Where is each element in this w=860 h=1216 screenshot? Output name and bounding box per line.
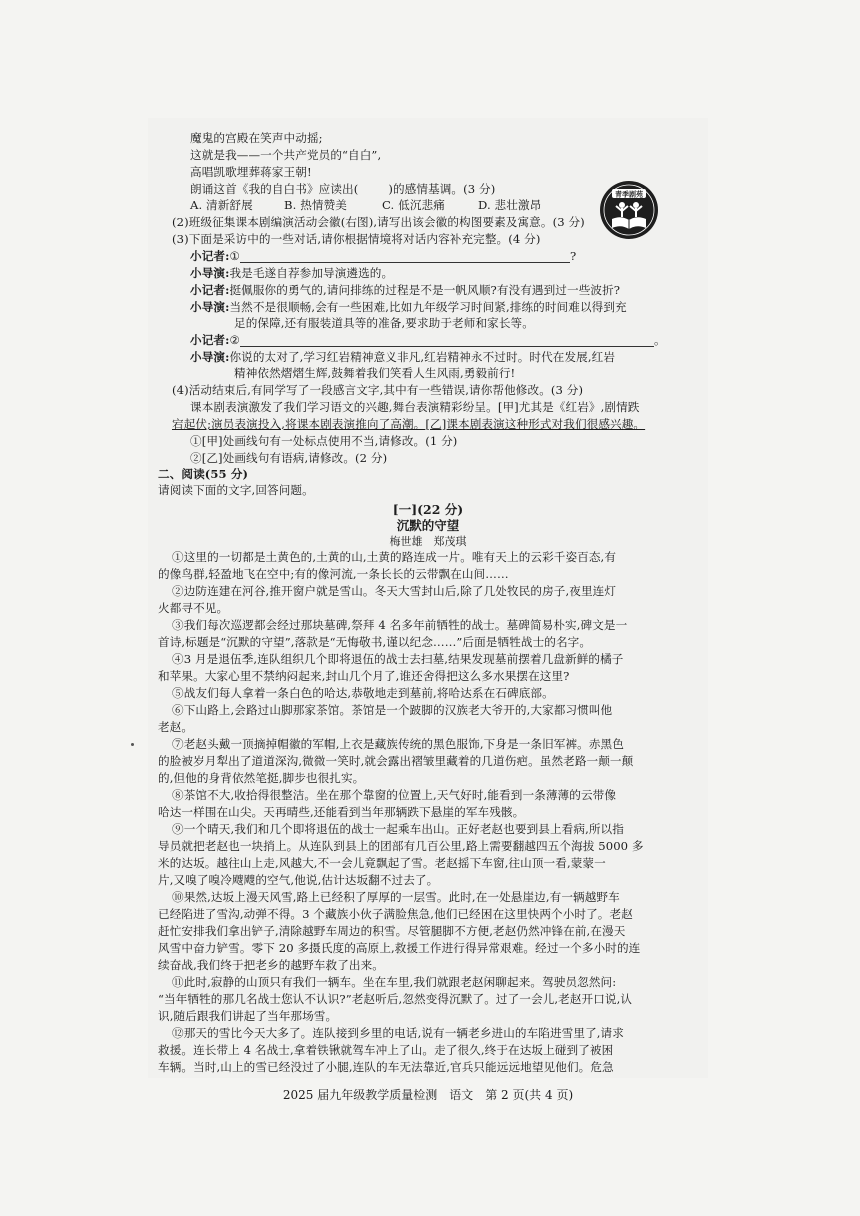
question-1-stem-post: )的感情基调。(3 分) bbox=[388, 182, 496, 196]
reporter-label: 小记者: bbox=[190, 283, 230, 297]
director-reply-2b: 足的保障,还有服装道具等的准备,要求助于老师和家长等。 bbox=[234, 316, 534, 330]
poem-line-2: 这就是我——一个共产党员的“自白”, bbox=[190, 148, 382, 162]
article-line: ④3 月是退伍季,连队组织几个即将退伍的战士去扫墓,结果发现墓前摆着几盘新鲜的橘子 bbox=[172, 652, 624, 666]
article-line: ⑩果然,达坂上漫天风雪,路上已经积了厚厚的一层雪。此时,在一处悬崖边,有一辆越野车 bbox=[172, 890, 620, 904]
option-a: A. 清新舒展 bbox=[190, 198, 253, 212]
article-line: 火都寻不见。 bbox=[158, 601, 229, 615]
question-1-stem bbox=[190, 182, 495, 196]
article-line: 片,又嗅了嗅冷飕飕的空气,他说,估计达坂翻不过去了。 bbox=[158, 873, 439, 887]
blank-end-2: 。 bbox=[653, 333, 666, 347]
drama-club-logo-icon bbox=[598, 179, 660, 241]
article-line: 首诗,标题是“沉默的守望”,落款是“无悔敬书,谨以纪念……”后面是牺牲战士的名字。 bbox=[158, 635, 592, 649]
article-line: 的,但他的身背依然笔挺,脚步也很扎实。 bbox=[158, 771, 365, 785]
dialogue-reporter-1 bbox=[190, 249, 576, 263]
article-line: 和苹果。大家心里不禁纳闷起来,封山几个月了,谁还舍得把这么多水果摆在这里? bbox=[158, 669, 570, 683]
director-label: 小导演: bbox=[190, 350, 230, 364]
article-line: 的像鸟群,轻盈地飞在空中;有的像河流,一条长长的云带飘在山间…… bbox=[158, 567, 509, 581]
passage-text-1: 课本剧表演激发了我们学习语文的兴趣,舞台表演精彩纷呈。[甲]尤其是《红岩》,剧情跌 bbox=[190, 400, 640, 414]
article-line: 车辆。当时,山上的雪已经没过了小腿,连队的车无法靠近,官兵只能远远地望见他们。危急 bbox=[158, 1060, 614, 1074]
option-d: D. 悲壮激昂 bbox=[478, 198, 542, 212]
article-line: 赶忙安排我们拿出铲子,清除越野车周边的积雪。尽管腿脚不方便,老赵仍然冲锋在前,在漫天 bbox=[158, 924, 626, 938]
article-authors: 梅世雄 郑茂琪 bbox=[389, 535, 467, 548]
answer-blank-2[interactable] bbox=[240, 334, 654, 347]
answer-blank-1[interactable] bbox=[240, 250, 570, 263]
option-c: C. 低沉悲痛 bbox=[382, 198, 445, 212]
director-reply-2a: 当然不是很顺畅,会有一些困难,比如九年级学习时间紧,排练的时间难以得到充 bbox=[229, 300, 627, 314]
article-line: ②边防连建在河谷,推开窗户就是雪山。冬天大雪封山后,除了几处牧民的房子,夜里连灯 bbox=[172, 584, 617, 598]
section-2-heading: 二、阅读(55 分) bbox=[158, 467, 249, 481]
article-line: 续奋战,我们终于把老乡的越野车救了出来。 bbox=[158, 958, 384, 972]
reporter-label: 小记者: bbox=[190, 249, 230, 263]
article-line: ⑦老赵头戴一顶摘掉帽徽的军帽,上衣是藏族传统的黑色服饰,下身是一条旧军裤。赤黑色 bbox=[172, 737, 624, 751]
sub-question-1: ①[甲]处画线句有一处标点使用不当,请修改。(1 分) bbox=[190, 434, 458, 448]
article-line: 识,随后跟我们讲起了当年那场雪。 bbox=[158, 1009, 338, 1023]
passage-line-1 bbox=[190, 400, 640, 414]
question-2: (2)班级征集课本剧编演活动会徽(右图),请写出该会徽的构图要素及寓意。(3 分) bbox=[172, 215, 585, 229]
dialogue-reporter-3 bbox=[190, 333, 666, 347]
article-line: “当年牺牲的那几名战士您认不认识?”老赵听后,忽然变得沉默了。过了一会儿,老赵开口说,认 bbox=[158, 992, 633, 1006]
director-label: 小导演: bbox=[190, 266, 230, 280]
passage-text-2b: [乙]课本剧表演这种形式对我们很感兴趣。 bbox=[425, 417, 646, 431]
reporter-question-2: 挺佩服你的勇气的,请问排练的过程是不是一帆风顺?有没有遇到过一些波折? bbox=[229, 283, 621, 297]
article-line: ⑥下山路上,会路过山脚那家茶馆。茶馆是一个跛脚的汉族老大爷开的,大家都习惯叫他 bbox=[172, 703, 613, 717]
article-line: 老赵。 bbox=[158, 720, 194, 734]
director-reply-3b: 精神依然熠熠生辉,鼓舞着我们笑看人生风雨,勇毅前行! bbox=[234, 366, 516, 380]
article-line: ①这里的一切都是土黄色的,土黄的山,土黄的路连成一片。唯有天上的云彩千姿百态,有 bbox=[172, 550, 617, 564]
article-line: 哈达一样围在山尖。天再晴些,还能看到当年那辆跌下悬崖的军车残骸。 bbox=[158, 805, 525, 819]
director-label: 小导演: bbox=[190, 300, 230, 314]
blank-marker-2: ② bbox=[229, 333, 240, 347]
dialogue-director-2 bbox=[190, 300, 627, 314]
option-b: B. 热情赞美 bbox=[284, 198, 347, 212]
article-line: 米的达坂。越往山上走,风越大,不一会儿竟飘起了雪。老赵摇下车窗,往山顶一看,蒙蒙一 bbox=[158, 856, 606, 870]
dialogue-director-1 bbox=[190, 266, 393, 280]
article-line: 风雪中奋力铲雪。零下 20 多摄氏度的高原上,救援工作进行得异常艰难。经过一个多小时的连 bbox=[158, 941, 641, 955]
passage-text-2a: 宕起伏;演员表演投入,将课本剧表演推向了高潮。 bbox=[172, 417, 426, 431]
article-line: ⑤战友们每人拿着一条白色的哈达,恭敬地走到墓前,将哈达系在石碑底部。 bbox=[172, 686, 554, 700]
article-line: ⑧茶馆不大,收拾得很整洁。坐在那个靠窗的位置上,天气好时,能看到一条薄薄的云带像 bbox=[172, 788, 617, 802]
article-line: ③我们每次巡逻都会经过那块墓碑,祭拜 4 名多年前牺牲的战士。墓碑简易朴实,碑文是一 bbox=[172, 618, 628, 632]
article-line: 的脸被岁月犁出了道道深沟,微微一笑时,就会露出褶皱里藏着的几道伤疤。虽然老路一颠一颠 bbox=[158, 754, 634, 768]
article-line: 导员就把老赵也一块捎上。从连队到县上的团部有几百公里,路上需要翻越四五个海拔 5000 多 bbox=[158, 839, 644, 853]
dialogue-reporter-2 bbox=[190, 283, 620, 297]
sub-question-2: ②[乙]处画线句有语病,请修改。(2 分) bbox=[190, 451, 388, 465]
article-line: ⑫那天的雪比今天大多了。连队接到乡里的电话,说有一辆老乡进山的车陷进雪里了,请求 bbox=[172, 1026, 624, 1040]
reporter-label: 小记者: bbox=[190, 333, 230, 347]
article-line: 救援。连长带上 4 名战士,拿着铁锹就驾车冲上了山。走了很久,终于在达坂上碰到了被困 bbox=[158, 1043, 614, 1057]
question-3: (3)下面是采访中的一些对话,请你根据情境将对话内容补充完整。(4 分) bbox=[172, 232, 541, 246]
passage-line-2 bbox=[172, 417, 645, 431]
director-reply-3a: 你说的太对了,学习红岩精神意义非凡,红岩精神永不过时。时代在发展,红岩 bbox=[229, 350, 616, 364]
article-line: ⑪此时,寂静的山顶只有我们一辆车。坐在车里,我们就跟老赵闲聊起来。驾驶员忽然问: bbox=[172, 975, 617, 989]
page-footer: 2025 届九年级教学质量检测 语文 第 2 页(共 4 页) bbox=[282, 1088, 574, 1102]
poem-line-1: 魔鬼的宫殿在笑声中动摇; bbox=[190, 131, 323, 145]
poem-line-3: 高唱凯歌埋葬蒋家王朝! bbox=[190, 165, 312, 179]
question-4: (4)活动结束后,有同学写了一段感言文字,其中有一些错误,请你帮他修改。(3 分) bbox=[172, 383, 584, 397]
article-title: 沉默的守望 bbox=[396, 518, 460, 533]
question-1-options bbox=[190, 198, 541, 212]
scan-speck bbox=[131, 743, 134, 746]
logo-text: 青季剧苑 bbox=[615, 190, 643, 199]
question-1-stem-pre: 朗诵这首《我的自白书》应读出( bbox=[190, 182, 359, 196]
section-2-intro: 请阅读下面的文字,回答问题。 bbox=[158, 483, 314, 497]
director-reply-1: 我是毛遂自荐参加导演遴选的。 bbox=[229, 266, 394, 280]
dialogue-director-3 bbox=[190, 350, 615, 364]
article-line: ⑨一个晴天,我们和几个即将退伍的战士一起乘车出山。正好老赵也要到县上看病,所以指 bbox=[172, 822, 624, 836]
blank-end-1: ? bbox=[569, 249, 577, 263]
article-line: 已经陷进了雪沟,动弹不得。3 个藏族小伙子满脸焦急,他们已经困在这里快两个小时了。老赵 bbox=[158, 907, 633, 921]
part-1-heading: [一](22 分) bbox=[392, 502, 464, 517]
blank-marker-1: ① bbox=[229, 249, 240, 263]
